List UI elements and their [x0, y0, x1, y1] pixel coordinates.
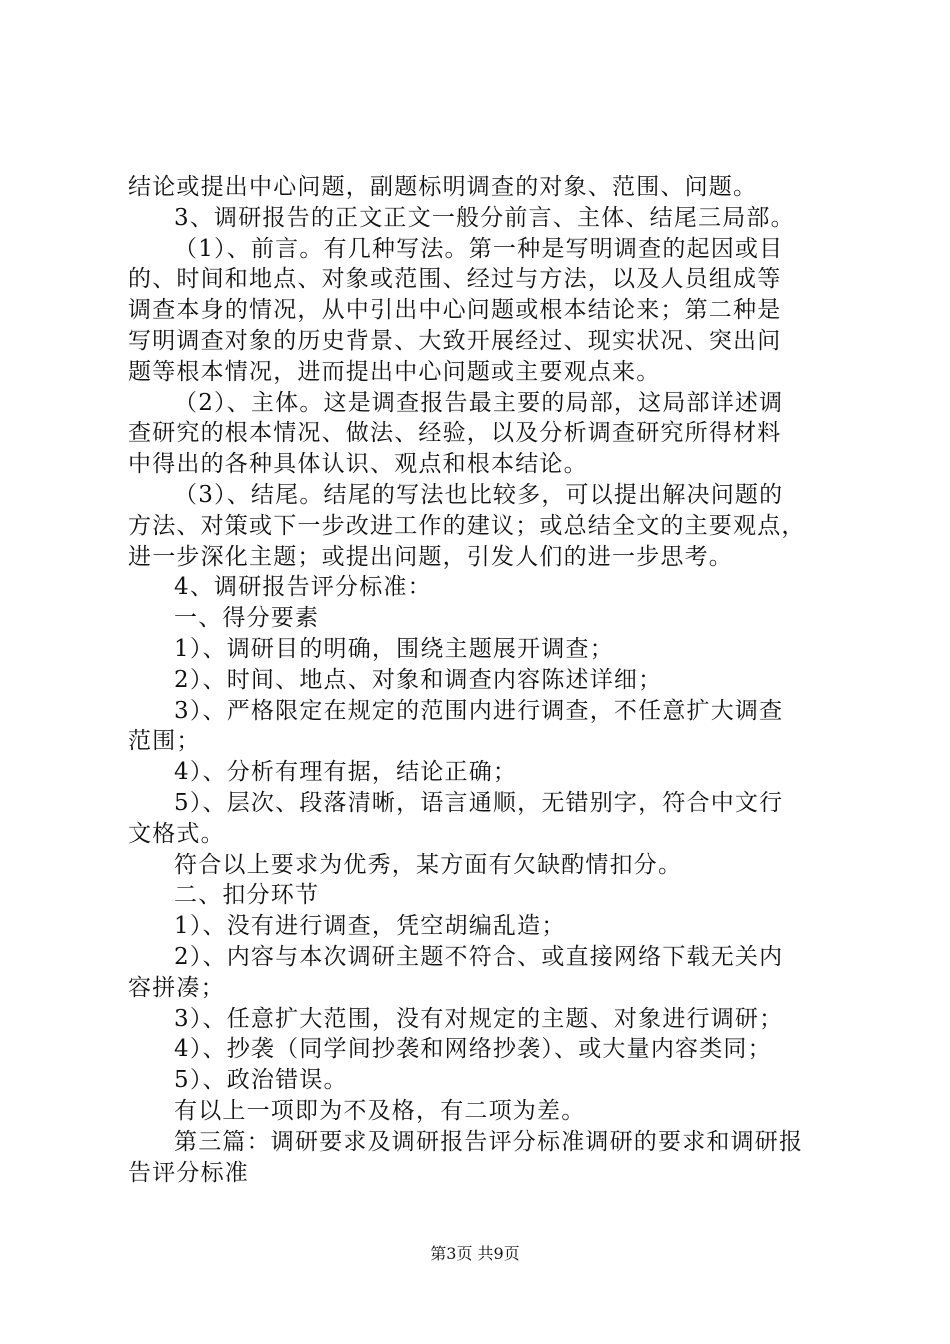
document-body [128, 172, 832, 1188]
text-line: 容拼凑； [128, 974, 225, 1001]
list-item: 2）、内容与本次调研主题不符合、或直接网络下载无关内 [174, 943, 784, 970]
text-line: 文格式。 [128, 820, 225, 847]
section-heading: 4、调研报告评分标准： [174, 574, 432, 601]
list-item: 1）、调研目的明确，围绕主题展开调查； [174, 635, 614, 662]
text-line: 中得出的各种具体认识、观点和根本结论。 [128, 451, 588, 478]
text-line: 告评分标准 [128, 1159, 249, 1186]
list-item: 4）、分析有理有据，结论正确； [174, 759, 518, 786]
text-line: 方法、对策或下一步改进工作的建议；或总结全文的主要观点， [128, 512, 806, 539]
list-item: 5）、政治错误。 [174, 1067, 348, 1094]
text-line: 符合以上要求为优秀，某方面有欠缺酌情扣分。 [174, 851, 683, 878]
list-item: 4）、抄袭（同学间抄袭和网络抄袭）、或大量内容类同； [174, 1036, 772, 1063]
text-line: 3、调研报告的正文正文一般分前言、主体、结尾三局部。 [174, 204, 795, 231]
text-line: 查研究的根本情况、做法、经验，以及分析调查研究所得材料 [128, 420, 782, 447]
text-line: 调查本身的情况，从中引出中心问题或根本结论来；第二种是 [128, 297, 782, 324]
section-heading: 第三篇：调研要求及调研报告评分标准调研的要求和调研报 [174, 1128, 804, 1155]
list-item: 3）、严格限定在规定的范围内进行调查，不任意扩大调查 [174, 697, 784, 724]
subsection-heading: 一、得分要素 [174, 605, 320, 632]
text-line: 范围； [128, 728, 201, 755]
list-item: 3）、任意扩大范围，没有对规定的主题、对象进行调研； [174, 1005, 784, 1032]
text-line: 有以上一项即为不及格，有二项为差。 [174, 1097, 586, 1124]
page-number: 第3页 共9页 [430, 1244, 520, 1263]
text-line: 的、时间和地点、对象或范围、经过与方法，以及人员组成等 [128, 266, 782, 293]
subsection-heading: 二、扣分环节 [174, 882, 320, 909]
list-item: 2）、时间、地点、对象和调查内容陈述详细； [174, 666, 663, 693]
text-line: 结论或提出中心问题，副题标明调查的对象、范围、问题。 [128, 174, 758, 200]
text-line: （1）、前言。有几种写法。第一种是写明调查的起因或目 [174, 235, 784, 262]
text-line: （3）、结尾。结尾的写法也比较多，可以提出解决问题的 [174, 481, 784, 508]
text-line: 写明调查对象的历史背景、大致开展经过、现实状况、突出问 [128, 327, 782, 354]
text-line: 题等根本情况，进而提出中心问题或主要观点来。 [128, 358, 661, 385]
text-line: （2）、主体。这是调查报告最主要的局部，这局部详述调 [174, 389, 784, 416]
list-item: 1）、没有进行调查，凭空胡编乱造； [174, 913, 566, 940]
text-line: 进一步深化主题；或提出问题，引发人们的进一步思考。 [128, 543, 733, 570]
list-item: 5）、层次、段落清晰，语言通顺，无错别字，符合中文行 [174, 789, 784, 816]
